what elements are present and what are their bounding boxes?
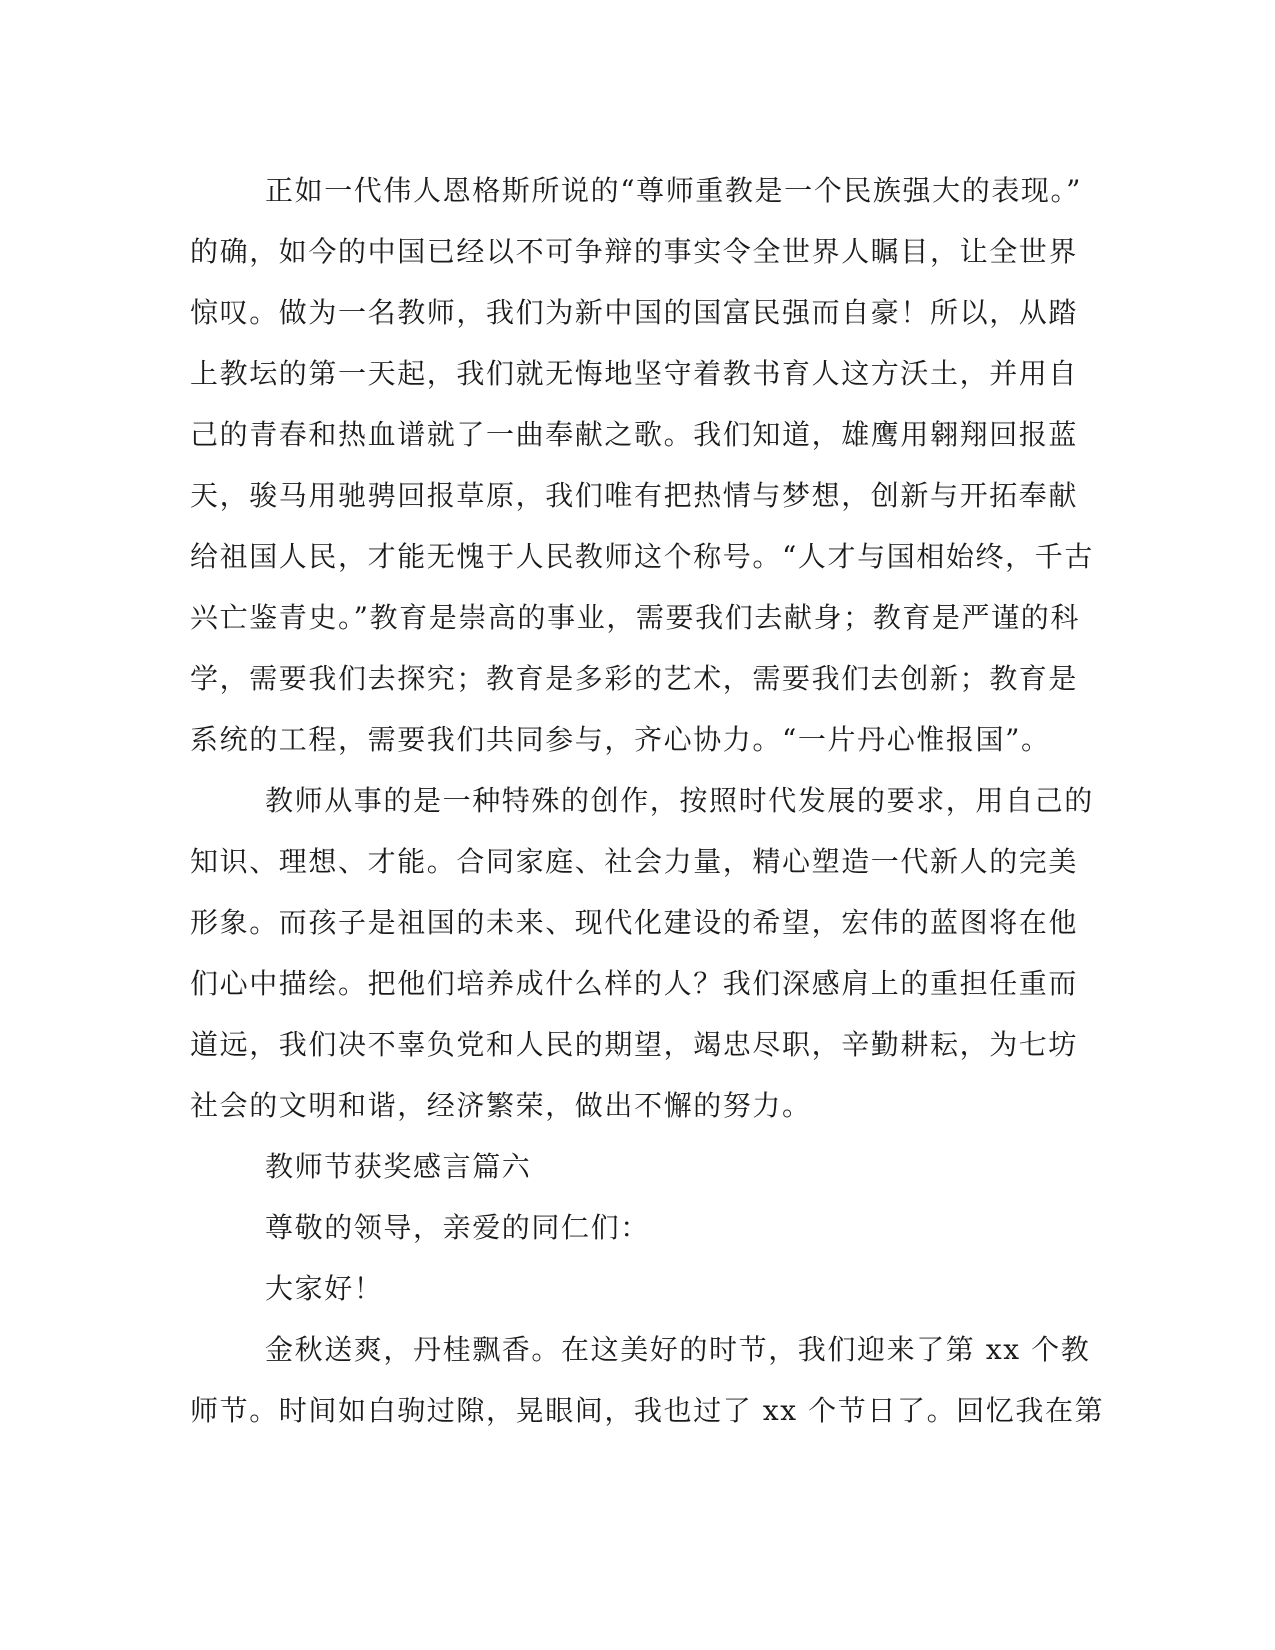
paragraph-1-line-5: 己的青春和热血谱就了一曲奉献之歌。我们知道，雄鹰用翱翔回报蓝 (190, 418, 1079, 451)
paragraph-1-line-1: 正如一代伟人恩格斯所说的“尊师重教是一个民族强大的表现。” (265, 174, 1083, 207)
paragraph-2-line-6: 社会的文明和谐，经济繁荣，做出不懈的努力。 (190, 1089, 812, 1122)
paragraph-2-line-5: 道远，我们决不辜负党和人民的期望，竭忠尽职，辛勤耕耘，为七坊 (190, 1028, 1079, 1061)
paragraph-1-line-9: 学，需要我们去探究；教育是多彩的艺术，需要我们去创新；教育是 (190, 662, 1079, 695)
paragraph-3-line-2: 师节。时间如白驹过隙，晃眼间，我也过了 xx 个节日了。回忆我在第 (190, 1394, 1105, 1427)
section-heading: 教师节获奖感言篇六 (265, 1150, 532, 1183)
paragraph-2-line-4: 们心中描绘。把他们培养成什么样的人？我们深感肩上的重担任重而 (190, 967, 1079, 1000)
paragraph-1-line-8: 兴亡鉴青史。”教育是崇高的事业，需要我们去献身；教育是严谨的科 (190, 601, 1080, 634)
salutation: 尊敬的领导，亲爱的同仁们： (265, 1211, 650, 1244)
paragraph-1-line-3: 惊叹。做为一名教师，我们为新中国的国富民强而自豪！所以，从踏 (190, 296, 1079, 329)
paragraph-1-line-10: 系统的工程，需要我们共同参与，齐心协力。“一片丹心惟报国”。 (190, 723, 1051, 756)
paragraph-1-line-7: 给祖国人民，才能无愧于人民教师这个称号。“人才与国相始终，千古 (190, 540, 1094, 573)
document-body (190, 160, 1105, 1441)
paragraph-1-line-4: 上教坛的第一天起，我们就无悔地坚守着教书育人这方沃土，并用自 (190, 357, 1079, 390)
paragraph-1-line-2: 的确，如今的中国已经以不可争辩的事实令全世界人瞩目，让全世界 (190, 235, 1079, 268)
greeting: 大家好！ (265, 1272, 384, 1305)
paragraph-2-line-2: 知识、理想、才能。合同家庭、社会力量，精心塑造一代新人的完美 (190, 845, 1079, 878)
paragraph-2-line-3: 形象。而孩子是祖国的未来、现代化建设的希望，宏伟的蓝图将在他 (190, 906, 1079, 939)
paragraph-3-line-1: 金秋送爽，丹桂飘香。在这美好的时节，我们迎来了第 xx 个教 (265, 1333, 1091, 1366)
paragraph-2-line-1: 教师从事的是一种特殊的创作，按照时代发展的要求，用自己的 (265, 784, 1094, 817)
paragraph-1-line-6: 天，骏马用驰骋回报草原，我们唯有把热情与梦想，创新与开拓奉献 (190, 479, 1079, 512)
